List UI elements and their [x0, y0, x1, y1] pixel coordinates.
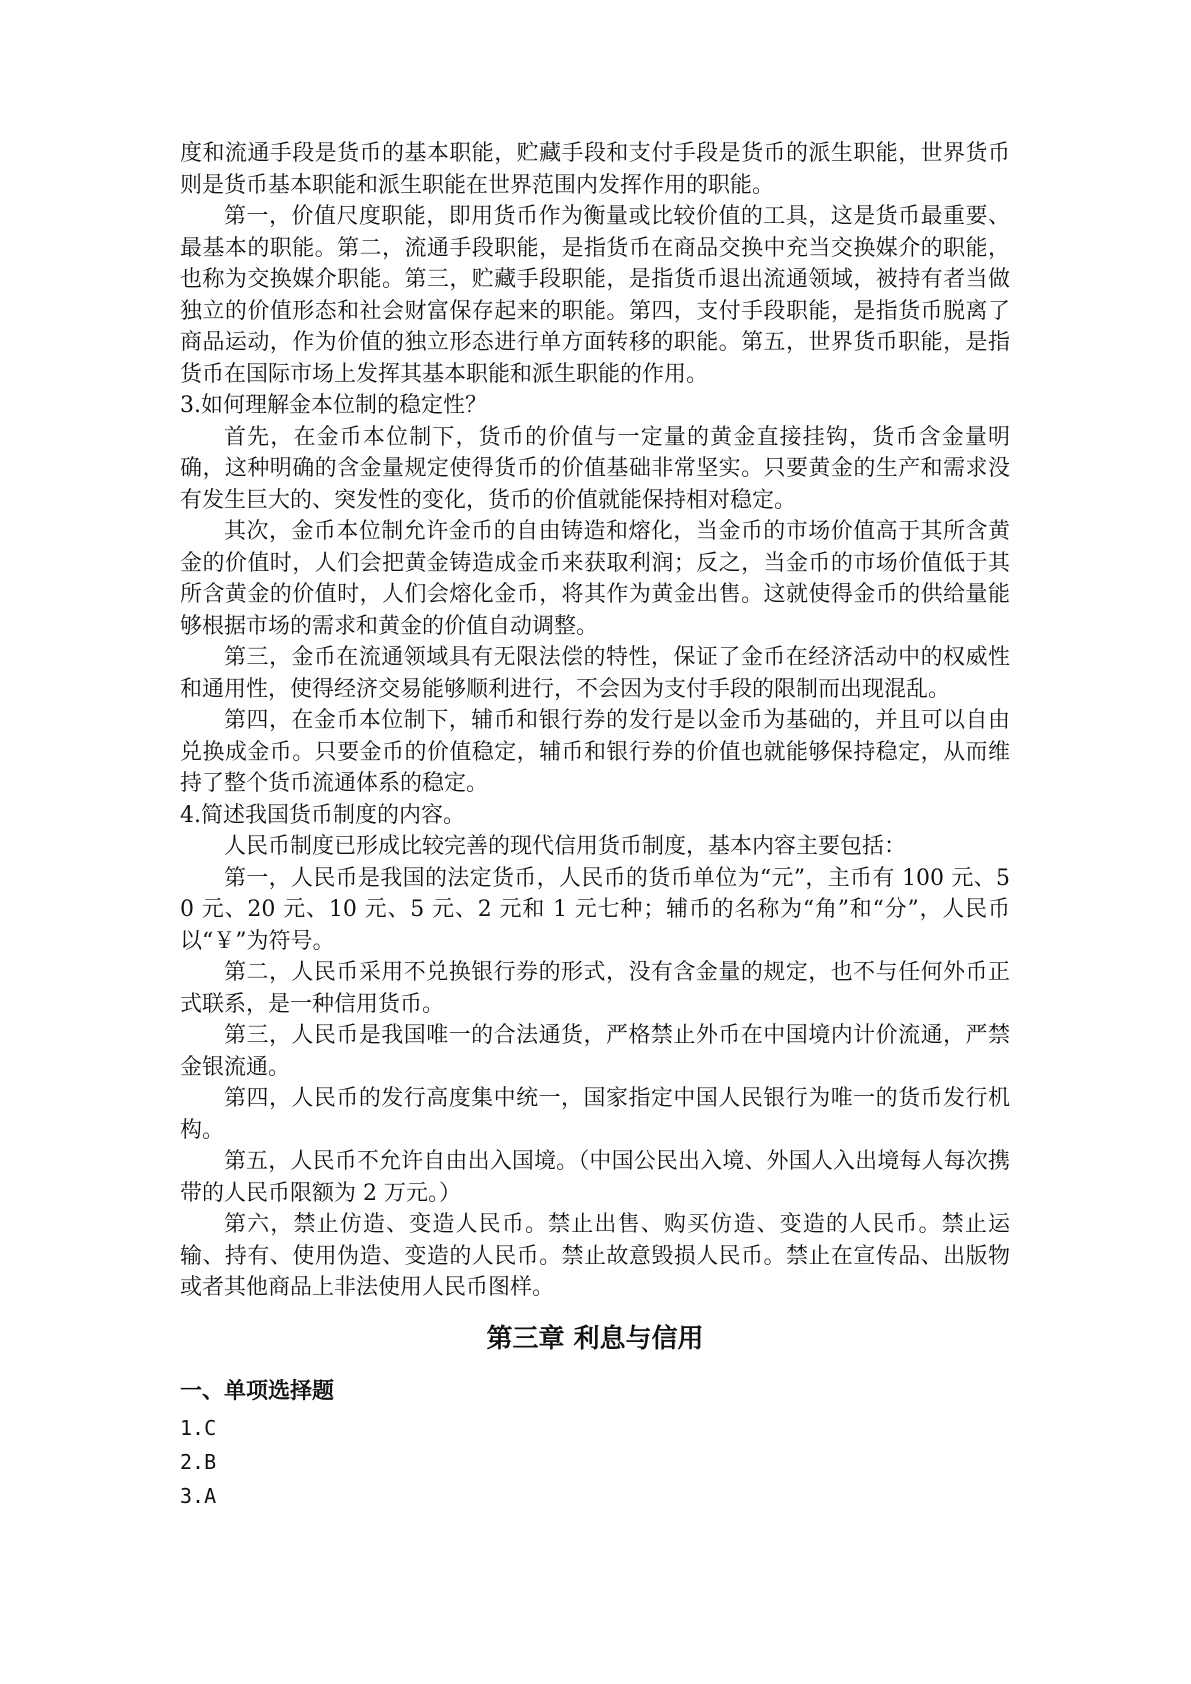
- paragraph-gold-standard-fourth: 第四，在金币本位制下，辅币和银行券的发行是以金币为基础的，并且可以自由兑换成金币。只要金币的价值稳定，辅币和银行券的价值也就能够保持稳定，从而维持了整个货币流通体系的稳定。: [180, 708, 1010, 796]
- paragraph-gold-standard-second: 其次，金币本位制允许金币的自由铸造和熔化，当金币的市场价值高于其所含黄金的价值时，人们会把黄金铸造成金币来获取利润；反之，当金币的市场价值低于其所含黄金的价值时，人们会熔化金币，将其作为黄金出售。这就使得金币的供给量能够根据市场的需求和黄金的价值自动调整。: [180, 519, 1010, 639]
- document-page: [180, 138, 1010, 1513]
- paragraph-rmb-first: 第一，人民币是我国的法定货币，人民币的货币单位为“元”，主币有 100 元、50 元、20 元、10 元、5 元、2 元和 1 元七种；辅币的名称为“角”和“分”，人民币以“￥”为符号。: [180, 865, 1010, 954]
- paragraph-rmb-second: 第二，人民币采用不兑换银行券的形式，没有含金量的规定，也不与任何外币正式联系，是一种信用货币。: [180, 960, 1010, 1017]
- paragraph-rmb-intro: 人民币制度已形成比较完善的现代信用货币制度，基本内容主要包括：: [224, 834, 907, 859]
- answer-item: 1.C: [180, 1415, 217, 1440]
- answer-item: 2.B: [180, 1449, 217, 1474]
- chapter-title: 第三章 利息与信用: [486, 1323, 704, 1354]
- paragraph-gold-standard-first: 首先，在金币本位制下，货币的价值与一定量的黄金直接挂钩，货币含金量明确，这种明确的含金量规定使得货币的价值基础非常坚实。只要黄金的生产和需求没有发生巨大的、突发性的变化，货币的价值就能保持相对稳定。: [180, 424, 1010, 513]
- section-title: 一、单项选择题: [180, 1378, 335, 1404]
- question-3-heading: 3.如何理解金本位制的稳定性？: [180, 393, 487, 418]
- paragraph-rmb-fourth: 第四，人民币的发行高度集中统一，国家指定中国人民银行为唯一的货币发行机构。: [180, 1086, 1010, 1143]
- paragraph-rmb-fifth: 第五，人民币不允许自由出入国境。（中国公民出入境、外国人入出境每人每次携带的人民币限额为 2 万元。）: [180, 1149, 1010, 1206]
- paragraph-functions-summary: 度和流通手段是货币的基本职能，贮藏手段和支付手段是货币的派生职能，世界货币则是货币基本职能和派生职能在世界范围内发挥作用的职能。: [180, 141, 1010, 198]
- paragraph-five-functions: 第一，价值尺度职能，即用货币作为衡量或比较价值的工具，这是货币最重要、最基本的职能。第二，流通手段职能，是指货币在商品交换中充当交换媒介的职能，也称为交换媒介职能。第三，贮藏手段职能，是指货币退出流通领域，被持有者当做独立的价值形态和社会财富保存起来的职能。第四，支付手段职能，是指货币脱离了商品运动，作为价值的独立形态进行单方面转移的职能。第五，世界货币职能，是指货币在国际市场上发挥其基本职能和派生职能的作用。: [180, 204, 1010, 387]
- question-4-heading: 4.简述我国货币制度的内容。: [180, 802, 465, 828]
- paragraph-rmb-third: 第三，人民币是我国唯一的合法通货，严格禁止外币在中国境内计价流通，严禁金银流通。: [180, 1023, 1010, 1080]
- paragraph-rmb-sixth: 第六，禁止仿造、变造人民币。禁止出售、购买仿造、变造的人民币。禁止运输、持有、使用伪造、变造的人民币。禁止故意毁损人民币。禁止在宣传品、出版物或者其他商品上非法使用人民币图样。: [180, 1212, 1010, 1300]
- answer-item: 3.A: [180, 1483, 217, 1508]
- paragraph-gold-standard-third: 第三，金币在流通领域具有无限法偿的特性，保证了金币在经济活动中的权威性和通用性，使得经济交易能够顺利进行，不会因为支付手段的限制而出现混乱。: [180, 645, 1010, 702]
